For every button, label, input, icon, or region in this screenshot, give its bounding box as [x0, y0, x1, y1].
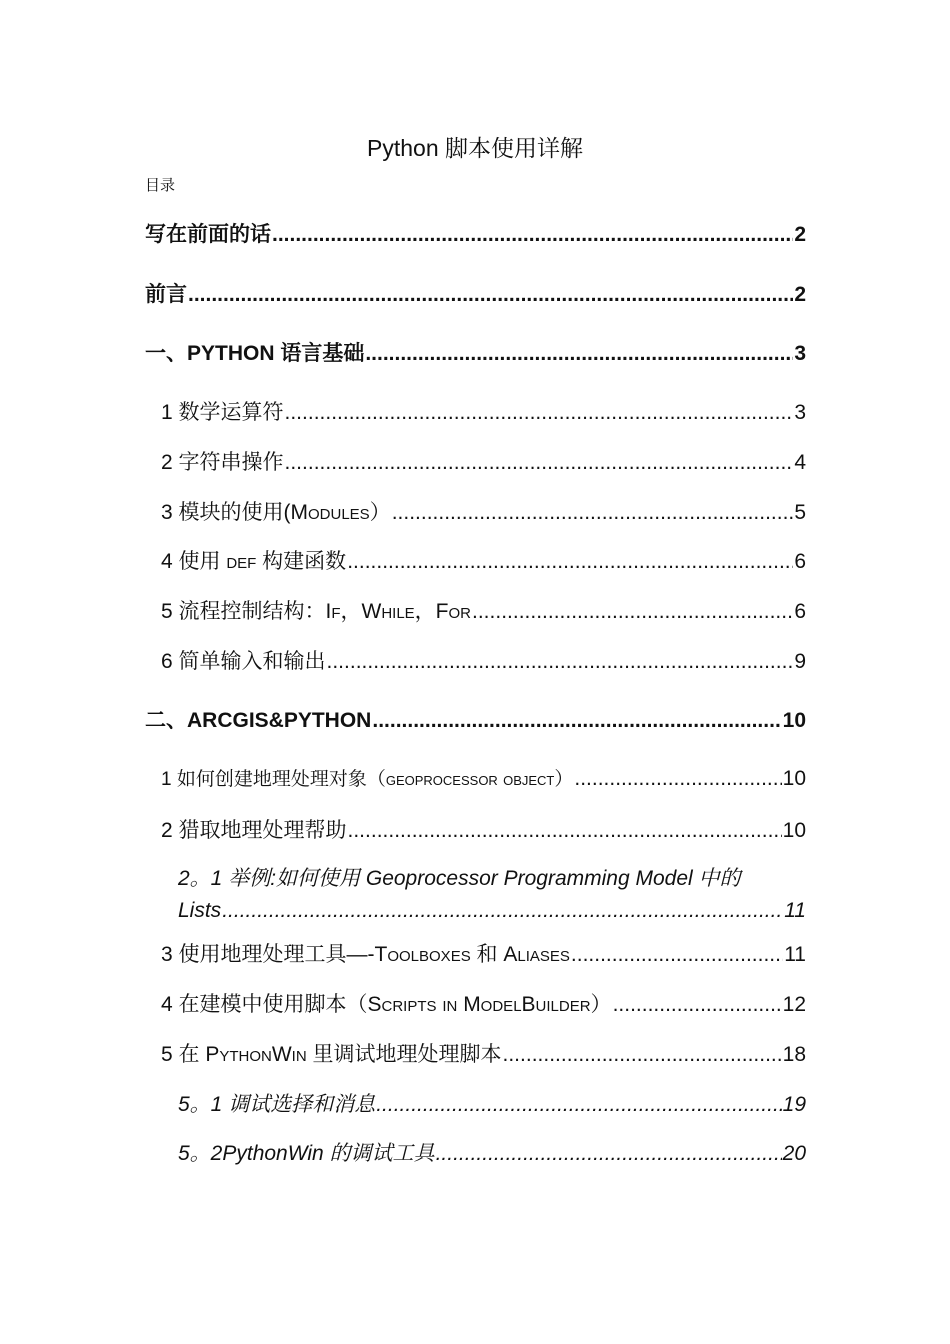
- toc-entry[interactable]: [178, 1088, 806, 1118]
- toc-page-number: 10: [782, 819, 806, 842]
- toc-entry[interactable]: [161, 496, 806, 526]
- toc-entry[interactable]: [145, 337, 806, 367]
- toc-entry[interactable]: [161, 595, 806, 625]
- toc-entry[interactable]: [161, 764, 806, 791]
- toc-entry-text: 1 如何创建地理处理对象（geoprocessor object）: [161, 769, 574, 790]
- dot-leader: [285, 451, 794, 475]
- toc-entry-text: 5。1 调试选择和消息: [178, 1093, 376, 1116]
- toc-entry-text: 2 猎取地理处理帮助: [161, 819, 347, 842]
- dot-leader: [571, 943, 783, 967]
- toc-page-number: 2: [794, 283, 806, 306]
- toc-page-number: 2: [794, 223, 806, 246]
- document-title: Python 脚本使用详解: [367, 135, 583, 161]
- toc-label: 目录: [145, 177, 176, 194]
- toc-entry[interactable]: [161, 446, 806, 476]
- dot-leader: [348, 819, 782, 843]
- dot-leader: [376, 1093, 781, 1117]
- toc-entry-text: 一、PYTHON 语言基础: [145, 342, 365, 365]
- toc-page-number: 6: [794, 600, 806, 623]
- dot-leader: [613, 993, 782, 1017]
- dot-leader: [392, 501, 794, 525]
- toc-entry[interactable]: [161, 545, 806, 575]
- toc-entry[interactable]: [178, 899, 806, 923]
- toc-entry-text: 二、ARCGIS&PYTHON: [145, 709, 372, 732]
- toc-page-number: 18: [782, 1043, 806, 1066]
- toc-entry[interactable]: [145, 218, 806, 248]
- dot-leader: [188, 283, 793, 307]
- toc-entry[interactable]: [145, 278, 806, 308]
- toc-entry-text: 1 数学运算符: [161, 401, 284, 424]
- toc-page-number: 3: [794, 401, 806, 424]
- toc-page-number: 11: [784, 899, 806, 922]
- toc-page-number: 10: [782, 709, 806, 732]
- dot-leader: [472, 600, 793, 624]
- toc-entry-text-line1[interactable]: 2。1 举例:如何使用 Geoprocessor Programming Model 中的: [178, 867, 741, 890]
- dot-leader: [272, 223, 793, 247]
- dot-leader: [347, 550, 793, 574]
- toc-entry-text: 5 在 PythonWin 里调试地理处理脚本: [161, 1043, 502, 1066]
- toc-entry-text: 4 在建模中使用脚本（Scripts in ModelBuilder）: [161, 993, 612, 1016]
- toc-page-number: 10: [782, 767, 806, 790]
- toc-page-number: 4: [794, 451, 806, 474]
- toc-entry-text: 前言: [145, 283, 187, 306]
- toc-entry-text: 2 字符串操作: [161, 451, 284, 474]
- toc-entry-text: 写在前面的话: [145, 223, 271, 246]
- toc-entry[interactable]: [161, 814, 806, 844]
- toc-page-number: 20: [782, 1142, 806, 1165]
- dot-leader: [327, 650, 794, 674]
- dot-leader: [372, 709, 781, 733]
- dot-leader: [285, 401, 794, 425]
- toc-entry-text: Lists: [178, 899, 222, 922]
- toc-entry-text: 6 简单输入和输出: [161, 650, 326, 673]
- toc-entry-text: 4 使用 def 构建函数: [161, 550, 347, 573]
- dot-leader: [503, 1043, 782, 1067]
- dot-leader: [436, 1142, 782, 1166]
- toc-entry-text: 5 流程控制结构：If，While，For: [161, 600, 472, 623]
- toc-page-number: 19: [782, 1093, 806, 1116]
- toc-entry-text: 3 使用地理处理工具—-Toolboxes 和 Aliases: [161, 943, 570, 966]
- toc-entry-text: 5。2PythonWin 的调试工具: [178, 1142, 435, 1165]
- toc-entry[interactable]: [161, 396, 806, 426]
- toc-entry[interactable]: [161, 1038, 806, 1068]
- toc-entry-text: 3 模块的使用(Modules）: [161, 501, 391, 524]
- toc-entry[interactable]: [145, 704, 806, 734]
- toc-page-number: 12: [782, 993, 806, 1016]
- dot-leader: [222, 899, 783, 923]
- toc-entry[interactable]: [161, 988, 806, 1018]
- toc-entry[interactable]: [161, 938, 806, 968]
- toc-page-number: 3: [794, 342, 806, 365]
- dot-leader: [574, 767, 781, 791]
- toc-entry[interactable]: [161, 645, 806, 675]
- toc-page-number: 5: [794, 501, 806, 524]
- dot-leader: [365, 342, 793, 366]
- toc-page-number: 9: [794, 650, 806, 673]
- toc-entry[interactable]: [178, 1137, 806, 1167]
- toc-page-number: 11: [784, 943, 806, 966]
- toc-page-number: 6: [794, 550, 806, 573]
